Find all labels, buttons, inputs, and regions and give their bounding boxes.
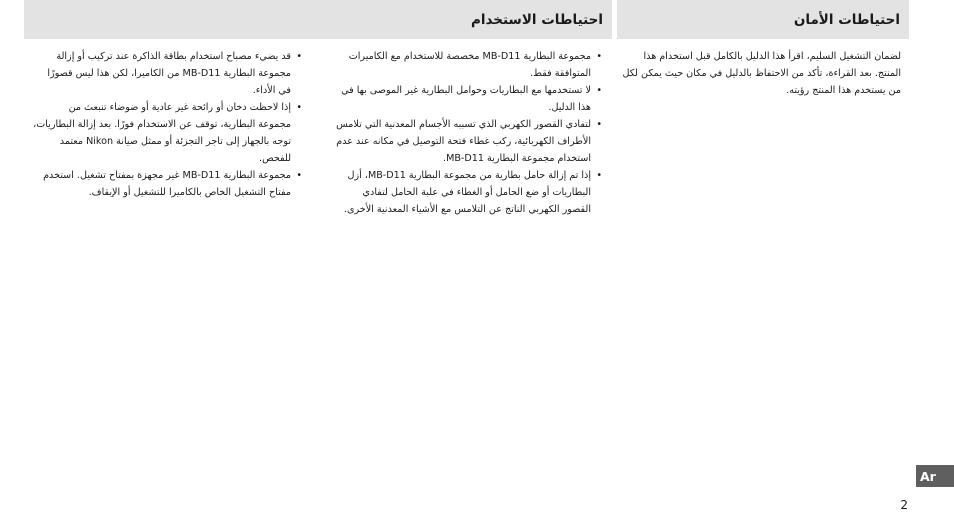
precautions-column-2 [33, 48, 303, 218]
bullet-item: • إذا تم إزالة حامل بطارية من مجموعة البطارية MB-D11، أزل البطاريات أو ضع الحامل أو الغطاء في علبة الحامل لتفادي القصور الكهربي الناتج عن التلامس مع الأشياء المعدنية الأخرى. [333, 167, 603, 218]
precautions-section [24, 0, 612, 218]
safety-body [617, 39, 909, 99]
bullet-item: • مجموعة البطارية MB-D11 غير مجهزة بمفتاح تشغيل. استخدم مفتاح التشغيل الخاص بالكاميرا للتشغيل أو الإيقاف. [33, 167, 303, 201]
bullet-item: • مجموعة البطارية MB-D11 مخصصة للاستخدام مع الكاميرات المتوافقة فقط. [333, 48, 603, 82]
safety-section [617, 0, 909, 99]
precautions-column-1 [333, 48, 603, 218]
language-tab: Ar [916, 465, 954, 487]
safety-header [617, 0, 909, 39]
safety-paragraph: لضمان التشغيل السليم، اقرأ هذا الدليل بالكامل قبل استخدام هذا المنتج. بعد القراءة، تأكد من الاحتفاظ بالدليل في مكان حيث يمكن لكل من يستخدم هذا المنتج رؤيته. [622, 51, 901, 96]
bullet-item: • إذا لاحظت دخان أو رائحة غير عادية أو ضوضاء تنبعث من مجموعة البطارية، توقف عن الاستخدام فورًا. بعد إزالة البطاريات، توجه بالجهاز إلى تاجر التجزئة أو ممثل صيانة Nikon معتمد للفحص. [33, 99, 303, 167]
safety-title: احتياطات الأمان [793, 11, 900, 28]
precautions-header [24, 0, 612, 39]
precautions-title: احتياطات الاستخدام [470, 11, 603, 28]
bullet-item: • قد يضيء مصباح استخدام بطاقة الذاكرة عند تركيب أو إزالة مجموعة البطارية MB-D11 من الكاميرا، لكن هذا ليس قصورًا في الأداء. [33, 48, 303, 99]
precautions-body [24, 39, 612, 218]
bullet-item: • لا تستخدمها مع البطاريات وحوامل البطارية غير الموصى بها في هذا الدليل. [333, 82, 603, 116]
page-number: 2 [900, 498, 908, 512]
bullet-item: • لتفادي القصور الكهربي الذي تسببه الأجسام المعدنية التي تلامس الأطراف الكهربائية، ركب غطاء فتحة التوصيل في مكانه عند عدم استخدام مجموعة البطارية MB-D11. [333, 116, 603, 167]
